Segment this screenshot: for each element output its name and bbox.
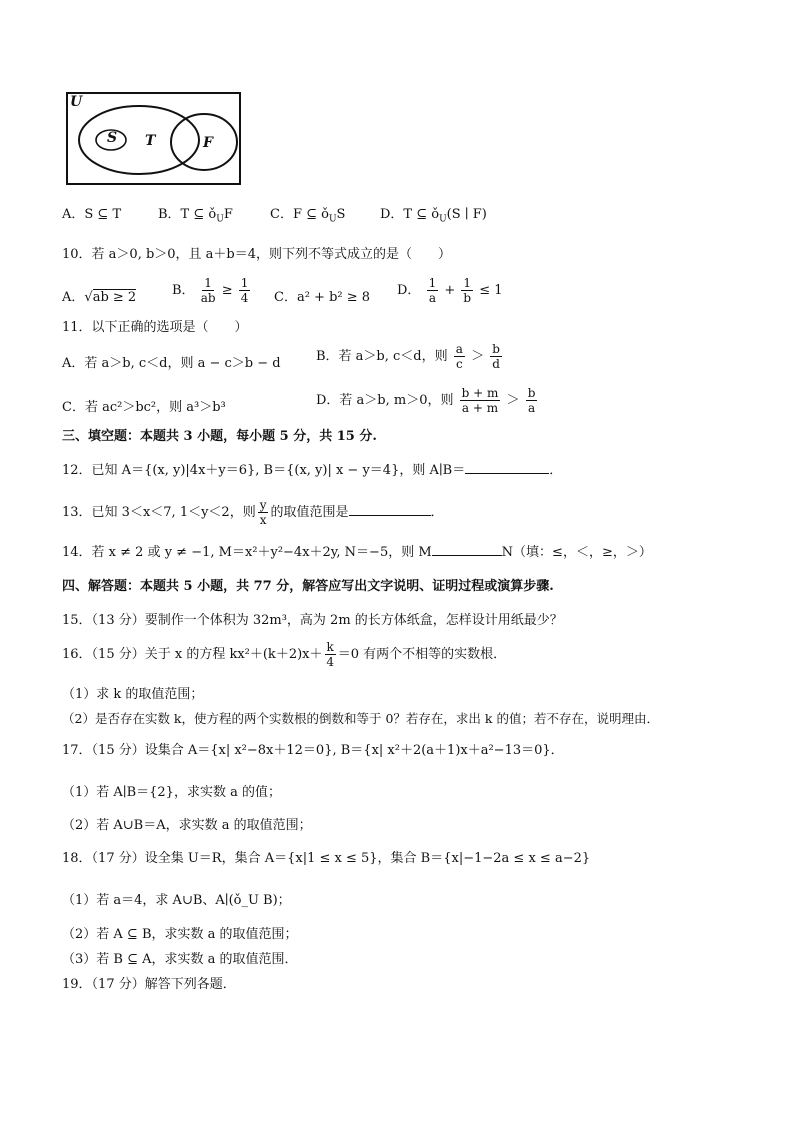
frac-num: b + m <box>461 386 499 400</box>
q11-option-d-frac2 <box>526 386 538 415</box>
q11-option-a: A．若 a＞b, c＜d，则 a − c＞b − d <box>62 356 281 371</box>
frac-num: 1 <box>463 276 472 290</box>
set-t-ellipse <box>79 106 199 174</box>
q10-option-a-body: ab ≥ 2 <box>92 290 137 305</box>
q10-option-d-frac1 <box>427 276 439 305</box>
q14-answer-blank[interactable] <box>432 555 502 556</box>
frac-num: 1 <box>240 276 249 290</box>
q14-text: 14．若 x ≠ 2 或 y ≠ −1, M＝x²＋y²−4x＋2y, N＝−5，则 M <box>62 545 432 560</box>
q11-option-c: C．若 ac²＞bc²，则 a³＞b³ <box>62 400 226 415</box>
q10-option-a <box>62 286 136 305</box>
q16-frac <box>325 640 336 669</box>
section-3-heading: 三、填空题：本题共 3 小题，每小题 5 分，共 15 分. <box>62 429 377 444</box>
q13 <box>62 498 444 527</box>
q9-option-b-text: B．T ⊆ ǒ <box>158 207 217 222</box>
q16-stem-b: ＝0 有两个不相等的实数根． <box>337 647 507 662</box>
q10-option-b-frac2 <box>239 276 251 305</box>
q10-option-b <box>172 276 252 305</box>
frac-den: 4 <box>240 291 249 305</box>
q14-tail: N（填：≤，＜，≥，＞） <box>501 545 652 560</box>
q17-part-1: （1）若 A∣B＝{2}，求实数 a 的值； <box>62 785 281 800</box>
q9-option-d-sub: U <box>439 214 447 225</box>
q9-option-b-sub: U <box>216 214 224 225</box>
q9-option-b <box>158 203 233 225</box>
q11-option-d-gt: ＞ <box>506 393 520 408</box>
frac-num: 1 <box>428 276 437 290</box>
q17-stem: 17．（15 分）设集合 A＝{x| x²−8x＋12＝0}, B＝{x| x²＋2(a＋1)x＋a²−13＝0}． <box>62 743 564 758</box>
q11-option-b <box>316 342 504 371</box>
q18-part-1: （1）若 a＝4，求 A∪B、A∣(ǒ_U B)； <box>62 893 291 908</box>
q10-option-d-frac2 <box>461 276 473 305</box>
q9-option-d-tail: (S ∣ F) <box>446 207 487 222</box>
q11-stem: 11．以下正确的选项是（ ） <box>62 320 248 335</box>
q12-text: 12．已知 A＝{(x, y)|4x＋y＝6}, B＝{(x, y)| x − y＝4}，则 A∣B＝ <box>62 463 466 478</box>
q9-option-c-sub: U <box>328 214 337 225</box>
frac-den: b <box>463 291 472 305</box>
q10-option-d-plus: + <box>444 283 456 298</box>
q9-option-c <box>270 203 345 225</box>
frac-den: a <box>428 291 436 305</box>
q9-option-c-text: C．F ⊆ ǒ <box>270 207 329 222</box>
q12 <box>62 462 562 480</box>
q15: 15．（13 分）要制作一个体积为 32m³，高为 2m 的长方体纸盒，怎样设计用纸最少？ <box>62 613 563 628</box>
venn-label-u: U <box>70 94 83 110</box>
q18-part-2: （2）若 A ⊆ B，求实数 a 的取值范围； <box>62 927 298 942</box>
q9-option-d-text: D．T ⊆ ǒ <box>380 207 440 222</box>
q16-part-1: （1）求 k 的取值范围； <box>62 687 204 702</box>
q10-stem: 10．若 a＞0, b＞0，且 a＋b＝4，则下列不等式成立的是（ ） <box>62 247 452 262</box>
frac-den: d <box>492 357 500 371</box>
frac-den: ab <box>200 291 216 305</box>
q11-option-b-prefix: B．若 a＞b, c＜d，则 <box>316 349 448 364</box>
q10-option-b-ge: ≥ <box>221 283 233 298</box>
q9-option-d <box>380 203 487 225</box>
q10-option-b-prefix: B． <box>172 283 195 298</box>
frac-num: b <box>492 342 500 356</box>
frac-den: a <box>527 401 536 415</box>
q17-part-2: （2）若 A∪B＝A，求实数 a 的取值范围； <box>62 818 312 833</box>
venn-diagram <box>66 92 242 186</box>
q9-option-c-tail: S <box>336 207 346 222</box>
frac-num: k <box>326 640 334 654</box>
frac-den: 4 <box>326 655 334 669</box>
q10-option-d-prefix: D． <box>397 283 421 298</box>
q11-option-d <box>316 386 539 415</box>
q10-option-b-frac1 <box>201 276 216 305</box>
frac-num: y <box>259 498 267 512</box>
q10-option-a-prefix: A． <box>62 290 85 305</box>
venn-label-f: F <box>203 135 213 151</box>
frac-num: b <box>527 386 536 400</box>
q11-option-b-gt: ＞ <box>471 349 485 364</box>
frac-den: a + m <box>461 401 499 415</box>
frac-num: 1 <box>204 276 212 290</box>
q13-answer-blank[interactable] <box>349 515 431 516</box>
q19: 19．（17 分）解答下列各题． <box>62 977 236 992</box>
q16-stem <box>62 640 506 669</box>
q10-option-d <box>397 276 502 305</box>
q11-option-b-frac2 <box>490 342 502 371</box>
q11-option-d-frac1 <box>460 386 501 415</box>
q18-stem: 18．（17 分）设全集 U＝R，集合 A＝{x|1 ≤ x ≤ 5}，集合 B＝{x|−1−2a ≤ x ≤ a−2} <box>62 851 591 866</box>
q13-tail: 的取值范围是 <box>270 505 349 520</box>
frac-den: x <box>259 513 267 527</box>
q12-end: ． <box>549 463 563 478</box>
q10-option-d-le: ≤ 1 <box>479 283 503 298</box>
q9-option-a: A．S ⊆ T <box>62 207 122 222</box>
q16-stem-a: 16．（15 分）关于 x 的方程 kx²＋(k＋2)x＋ <box>62 647 323 662</box>
sqrt-icon: √ <box>84 290 93 305</box>
venn-label-t: T <box>145 133 156 149</box>
q12-answer-blank[interactable] <box>465 473 549 474</box>
frac-den: c <box>455 357 463 371</box>
section-4-heading: 四、解答题：本题共 5 小题，共 77 分，解答应写出文字说明、证明过程或演算步骤. <box>62 579 554 594</box>
q14 <box>62 544 652 562</box>
q16-part-2: （2）是否存在实数 k，使方程的两个实数根的倒数和等于 0？若存在，求出 k 的值；若不存在，说明理由． <box>62 711 659 726</box>
q11-option-d-prefix: D．若 a＞b, m＞0，则 <box>316 393 454 408</box>
frac-num: a <box>455 342 463 356</box>
q11-option-b-frac1 <box>454 342 465 371</box>
q13-text: 13．已知 3＜x＜7, 1＜y＜2，则 <box>62 505 256 520</box>
q13-frac <box>258 498 269 527</box>
venn-label-s: S <box>107 130 118 146</box>
q18-part-3: （3）若 B ⊆ A，求实数 a 的取值范围． <box>62 952 298 967</box>
q10-option-c: C．a² + b² ≥ 8 <box>274 290 371 305</box>
q9-option-b-tail: F <box>223 207 233 222</box>
q13-end: ． <box>430 505 444 520</box>
